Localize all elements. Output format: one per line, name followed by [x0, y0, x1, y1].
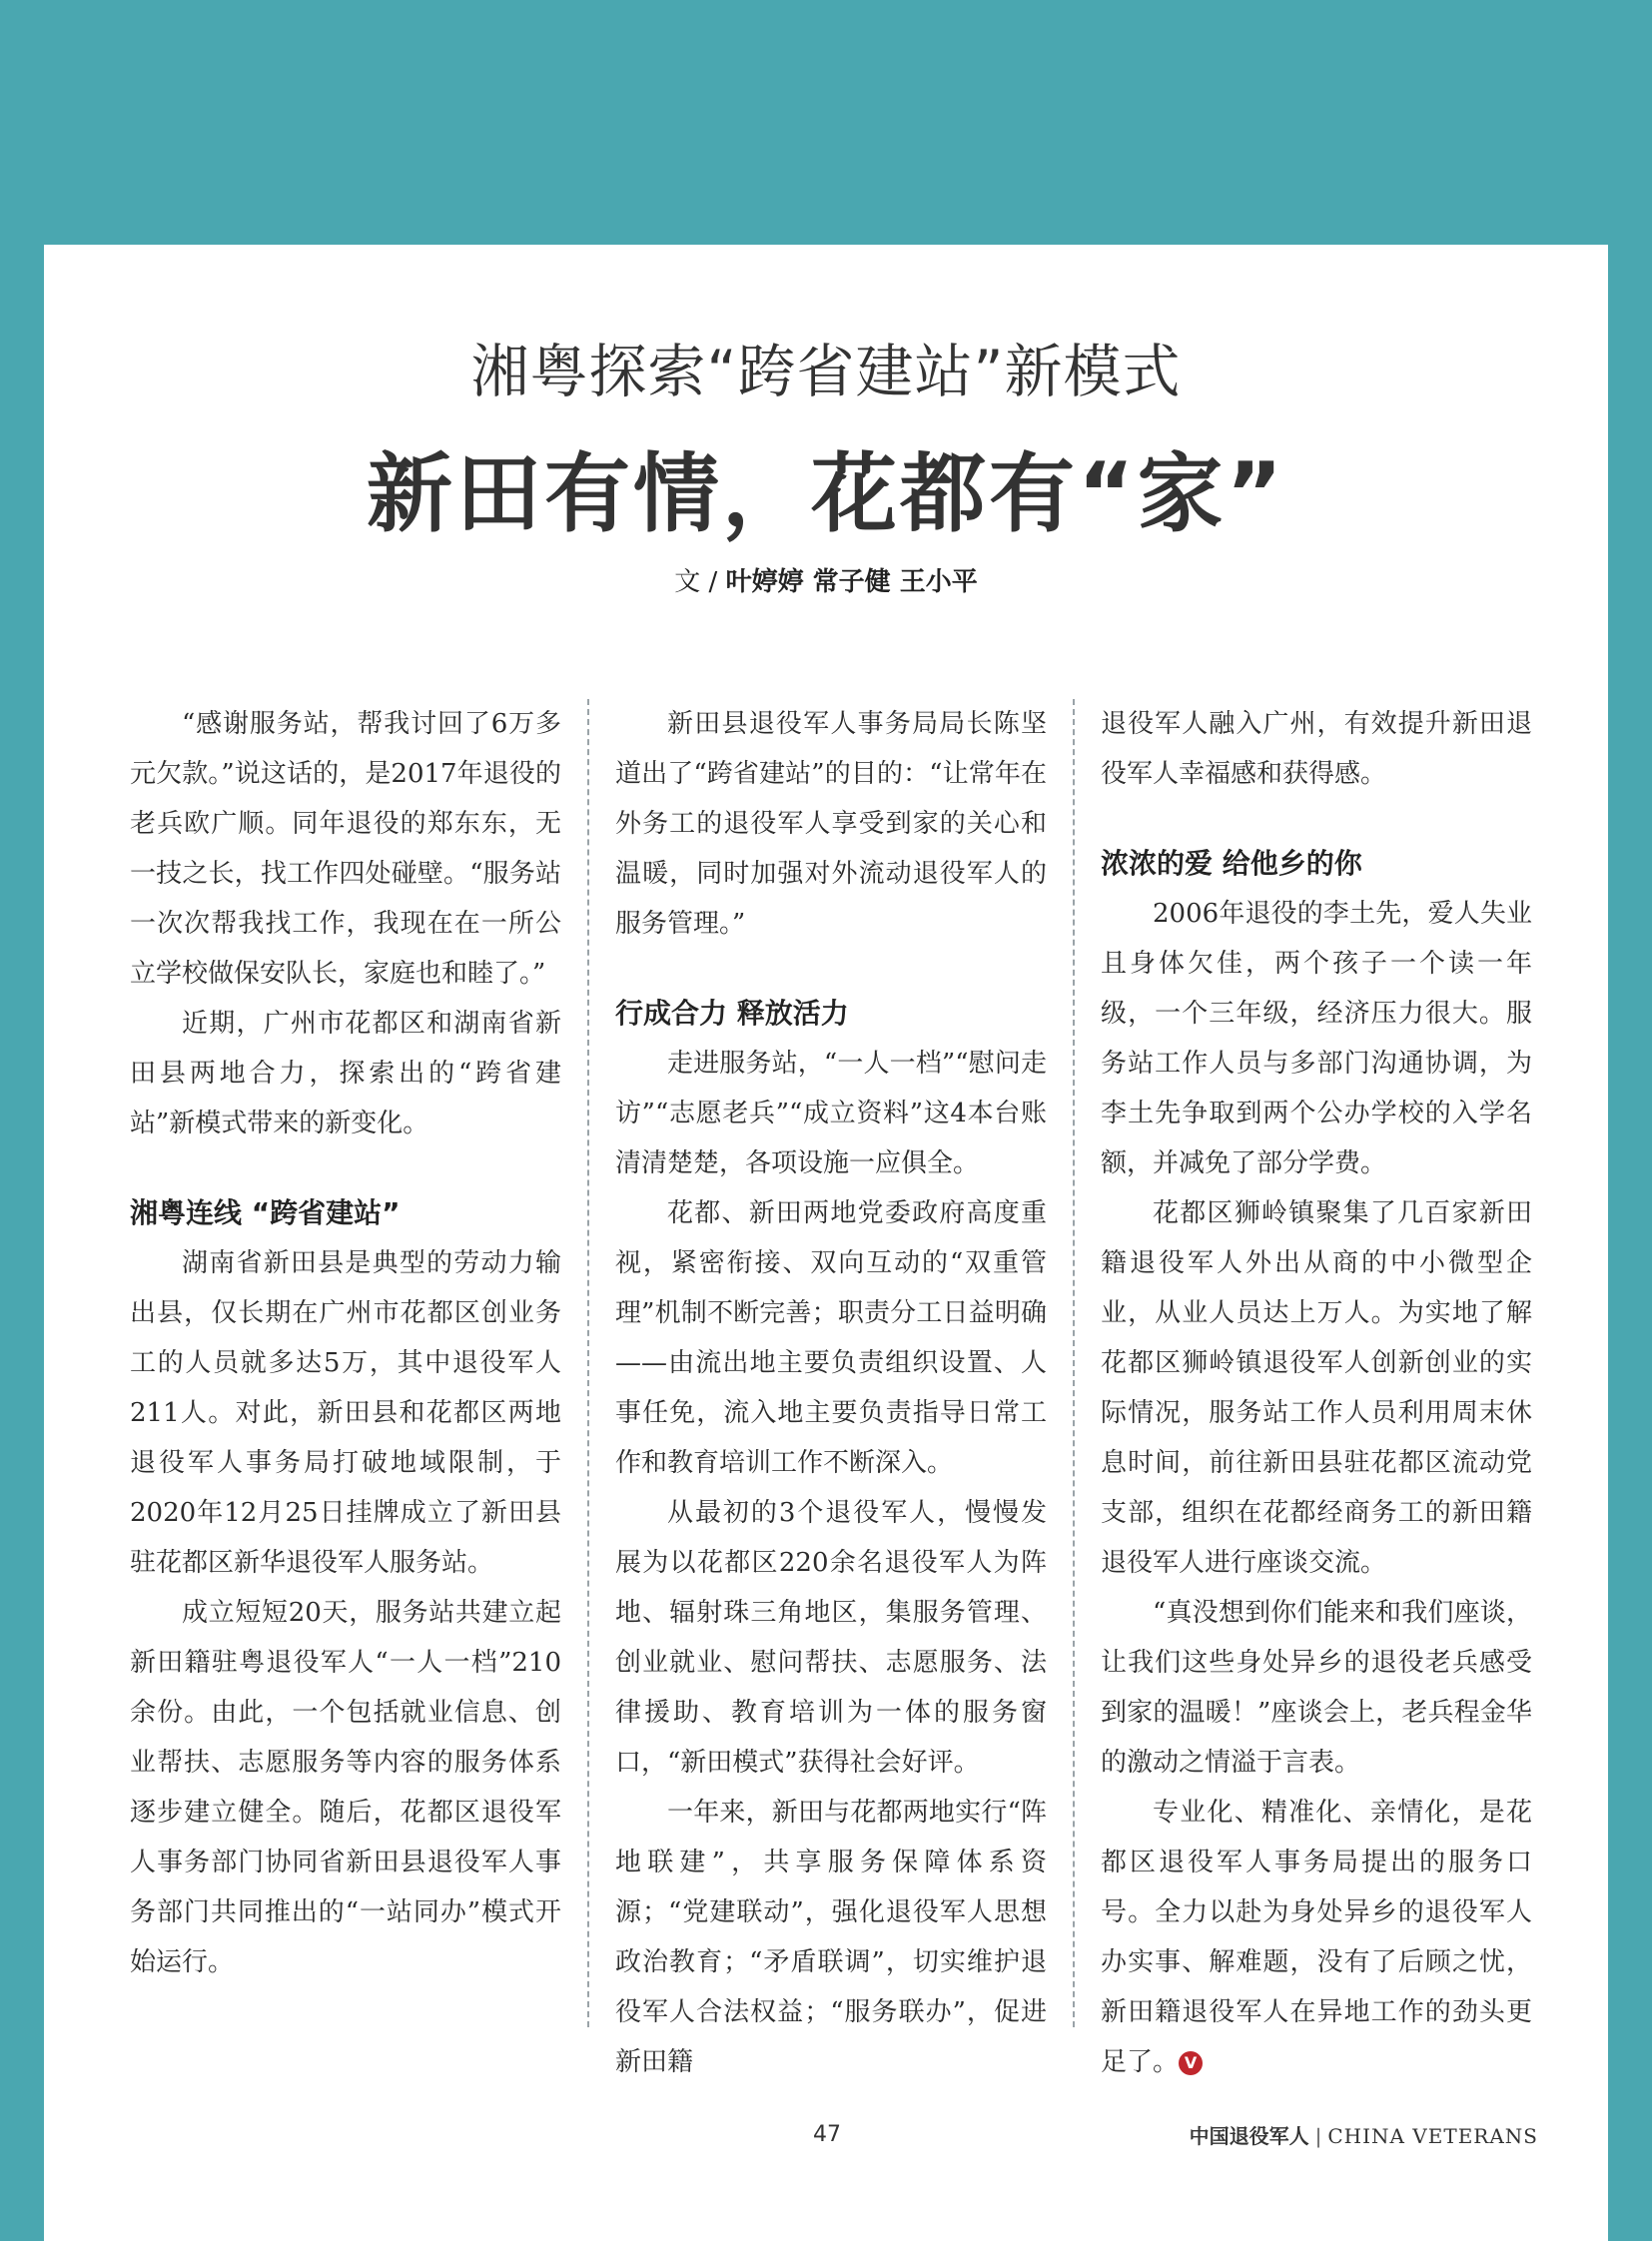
paragraph: 近期，广州市花都区和湖南省新田县两地合力，探索出的“跨省建站”新模式带来的新变化。	[130, 1009, 561, 1138]
end-mark-icon: V	[1179, 2051, 1203, 2075]
column-3	[1101, 699, 1532, 2087]
page-number: 47	[813, 2122, 841, 2147]
paragraph: 花都、新田两地党委政府高度重视，紧密衔接、双向互动的“双重管理”机制不断完善；职责分工日益明确——由流出地主要负责组织设置、人事任免，流入地主要负责指导日常工作和教育培训工作不断深入。	[615, 1198, 1047, 1478]
magazine-name-en: CHINA VETERANS	[1327, 2124, 1538, 2148]
byline-authors: 叶婷婷 常子健 王小平	[725, 567, 978, 597]
paragraph: 花都区狮岭镇聚集了几百家新田籍退役军人外出从商的中小微型企业，从业人员达上万人。为实地了解花都区狮岭镇退役军人创新创业的实际情况，服务站工作人员利用周末休息时间，前往新田县驻花都区流动党支部，组织在花都经商务工的新田籍退役军人进行座谈交流。	[1101, 1198, 1532, 1578]
column-2	[615, 699, 1047, 2087]
section-heading: 行成合力 释放活力	[615, 997, 849, 1030]
byline-prefix: 文 /	[674, 567, 726, 597]
article-title: 新田有情，花都有“家”	[366, 444, 1286, 544]
paragraph: 新田县退役军人事务局局长陈坚道出了“跨省建站”的目的：“让常年在外务工的退役军人享受到家的关心和温暖，同时加强对外流动退役军人的服务管理。”	[615, 709, 1047, 939]
column-1	[130, 699, 561, 1987]
paragraph: “感谢服务站，帮我讨回了6万多元欠款。”说这话的，是2017年退役的老兵欧广顺。同年退役的郑东东，无一技之长，找工作四处碰壁。“服务站一次次帮我找工作，我现在在一所公立学校做保安队长，家庭也和睦了。”	[130, 709, 561, 989]
article-page	[44, 245, 1608, 2241]
paragraph: 湖南省新田县是典型的劳动力输出县，仅长期在广州市花都区创业务工的人员就多达5万，其中退役军人211人。对此，新田县和花都区两地退役军人事务局打破地域限制，于2020年12月25日挂牌成立了新田县驻花都区新华退役军人服务站。	[130, 1248, 561, 1578]
paragraph: 一年来，新田与花都两地实行“阵地联建”，共享服务保障体系资源；“党建联动”，强化退役军人思想政治教育；“矛盾联调”，切实维护退役军人合法权益；“服务联办”，促进新田籍	[615, 1798, 1047, 2077]
paragraph: 退役军人融入广州，有效提升新田退役军人幸福感和获得感。	[1101, 709, 1532, 789]
section-heading: 湘粤连线 “跨省建站”	[130, 1196, 401, 1229]
footer-separator: |	[1314, 2124, 1322, 2148]
paragraph: 走进服务站，“一人一档”“慰问走访”“志愿老兵”“成立资料”这4本台账清清楚楚，各项设施一应俱全。	[615, 1049, 1047, 1178]
paragraph: 从最初的3个退役军人，慢慢发展为以花都区220余名退役军人为阵地、辐射珠三角地区，集服务管理、创业就业、慰问帮扶、志愿服务、法律援助、教育培训为一体的服务窗口，“新田模式”获得社会好评。	[615, 1498, 1047, 1778]
magazine-brand	[1190, 2120, 1538, 2149]
column-divider	[587, 699, 589, 2027]
byline	[44, 561, 1608, 598]
paragraph: 2006年退役的李土先，爱人失业且身体欠佳，两个孩子一个读一年级，一个三年级，经济压力很大。服务站工作人员与多部门沟通协调，为李土先争取到两个公办学校的入学名额，并减免了部分学费。	[1101, 899, 1532, 1178]
magazine-name-cn: 中国退役军人	[1189, 2124, 1309, 2148]
section-heading: 浓浓的爱 给他乡的你	[1101, 847, 1362, 880]
paragraph: 成立短短20天，服务站共建立起新田籍驻粤退役军人“一人一档”210余份。由此，一个包括就业信息、创业帮扶、志愿服务等内容的服务体系逐步建立健全。随后，花都区退役军人事务部门协同省新田县退役军人事务部门共同推出的“一站同办”模式开始运行。	[130, 1598, 561, 1977]
column-divider	[1073, 699, 1075, 2027]
paragraph-text: 专业化、精准化、亲情化，是花都区退役军人事务局提出的服务口号。全力以赴为身处异乡的退役军人办实事、解难题，没有了后顾之忧，新田籍退役军人在异地工作的劲头更足了。	[1101, 1798, 1532, 2077]
last-paragraph	[1101, 1788, 1532, 2087]
article-subtitle: 湘粤探索“跨省建站”新模式	[470, 338, 1182, 405]
paragraph: “真没想到你们能来和我们座谈，让我们这些身处异乡的退役老兵感受到家的温暖！”座谈会上，老兵程金华的激动之情溢于言表。	[1101, 1598, 1532, 1778]
